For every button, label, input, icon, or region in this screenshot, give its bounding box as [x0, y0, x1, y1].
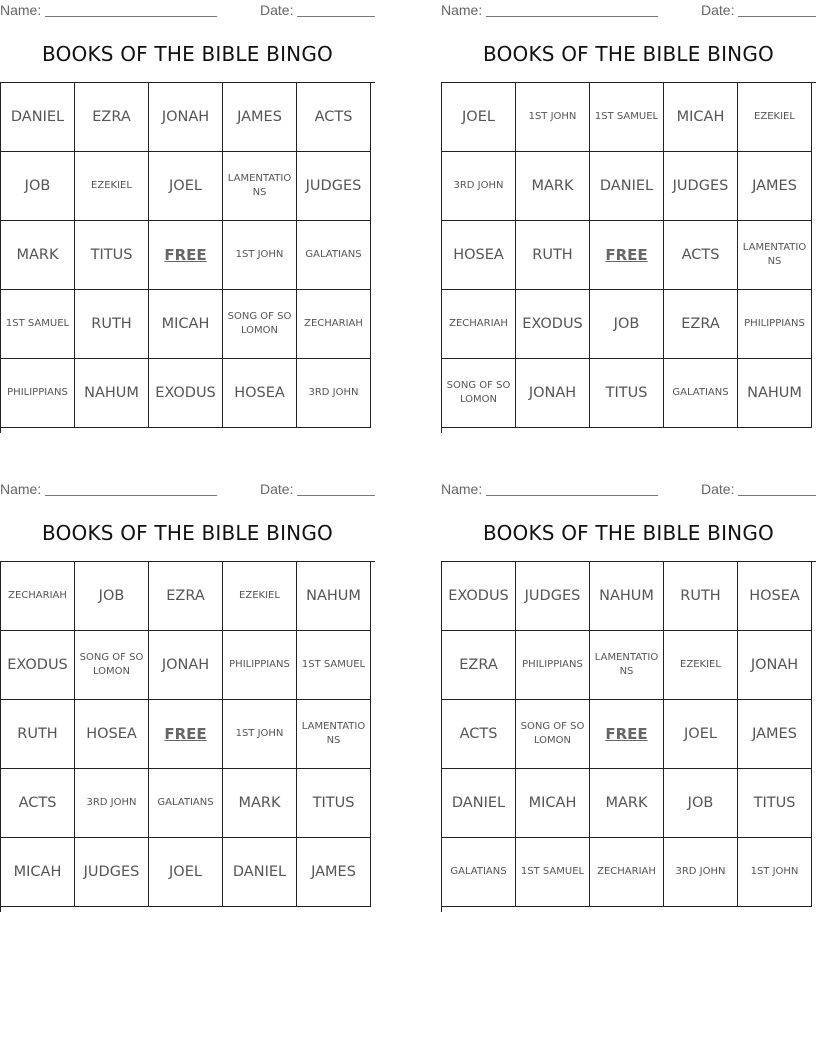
- bingo-cell: SONG OF SOLOMON: [223, 290, 297, 359]
- bingo-cell: GALATIANS: [442, 838, 516, 907]
- bingo-cell: 1ST JOHN: [223, 221, 297, 290]
- bingo-cell: ACTS: [1, 769, 75, 838]
- name-blank-line: [45, 16, 217, 17]
- bingo-cell: JOB: [664, 769, 738, 838]
- bingo-cell: 1ST SAMUEL: [516, 838, 590, 907]
- bingo-card: [441, 479, 816, 919]
- date-blank-line: [297, 16, 375, 17]
- bingo-cell: NAHUM: [738, 359, 812, 428]
- bingo-cell: LAMENTATIONS: [738, 221, 812, 290]
- card-title: BOOKS OF THE BIBLE BINGO: [42, 42, 333, 66]
- name-label: Name:: [0, 481, 42, 497]
- date-label: Date:: [701, 2, 735, 18]
- bingo-cell: DANIEL: [590, 152, 664, 221]
- bingo-cell: HOSEA: [75, 700, 149, 769]
- bingo-grid: [0, 561, 375, 912]
- bingo-cell: JONAH: [738, 631, 812, 700]
- bingo-cell: RUTH: [516, 221, 590, 290]
- name-blank-line: [45, 495, 217, 496]
- bingo-cell: JAMES: [223, 83, 297, 152]
- bingo-cell: HOSEA: [738, 562, 812, 631]
- bingo-cell: NAHUM: [297, 562, 371, 631]
- bingo-cell: EXODUS: [1, 631, 75, 700]
- bingo-cell: DANIEL: [223, 838, 297, 907]
- bingo-cell: ZECHARIAH: [590, 838, 664, 907]
- bingo-cell: JONAH: [149, 83, 223, 152]
- bingo-cell: ZECHARIAH: [442, 290, 516, 359]
- bingo-cell: PHILIPPIANS: [516, 631, 590, 700]
- bingo-cell: LAMENTATIONS: [297, 700, 371, 769]
- bingo-cell: JUDGES: [297, 152, 371, 221]
- bingo-cell: JOEL: [442, 83, 516, 152]
- free-space-cell: FREE: [149, 221, 223, 290]
- bingo-cell: NAHUM: [75, 359, 149, 428]
- bingo-cell: LAMENTATIONS: [590, 631, 664, 700]
- bingo-cell: EXODUS: [149, 359, 223, 428]
- date-blank-line: [297, 495, 375, 496]
- bingo-cell: RUTH: [75, 290, 149, 359]
- bingo-cell: ACTS: [442, 700, 516, 769]
- bingo-cell: EZRA: [442, 631, 516, 700]
- name-blank-line: [486, 495, 658, 496]
- bingo-cell: JOB: [75, 562, 149, 631]
- free-space-cell: FREE: [590, 221, 664, 290]
- bingo-cell: SONG OF SOLOMON: [75, 631, 149, 700]
- bingo-cell: EZEKIEL: [75, 152, 149, 221]
- bingo-cell: TITUS: [297, 769, 371, 838]
- bingo-cell: MARK: [223, 769, 297, 838]
- bingo-cell: EZRA: [149, 562, 223, 631]
- bingo-cell: TITUS: [590, 359, 664, 428]
- name-blank-line: [486, 16, 658, 17]
- free-space-cell: FREE: [149, 700, 223, 769]
- bingo-cell: JUDGES: [516, 562, 590, 631]
- bingo-cell: MICAH: [516, 769, 590, 838]
- bingo-cell: 1ST JOHN: [223, 700, 297, 769]
- card-header: [441, 479, 816, 501]
- card-header: [0, 0, 375, 22]
- name-label: Name:: [0, 2, 42, 18]
- bingo-cell: JUDGES: [664, 152, 738, 221]
- bingo-cell: EZEKIEL: [738, 83, 812, 152]
- bingo-cell: ZECHARIAH: [1, 562, 75, 631]
- bingo-cell: ACTS: [664, 221, 738, 290]
- bingo-cell: JUDGES: [75, 838, 149, 907]
- date-blank-line: [738, 495, 816, 496]
- bingo-card: [0, 479, 375, 919]
- bingo-cell: MICAH: [664, 83, 738, 152]
- bingo-cell: RUTH: [664, 562, 738, 631]
- bingo-cell: MARK: [590, 769, 664, 838]
- card-title: BOOKS OF THE BIBLE BINGO: [483, 42, 774, 66]
- bingo-grid: [0, 82, 375, 433]
- bingo-cell: SONG OF SOLOMON: [516, 700, 590, 769]
- bingo-cell: EZEKIEL: [223, 562, 297, 631]
- name-label: Name:: [441, 2, 483, 18]
- date-label: Date:: [701, 481, 735, 497]
- bingo-cell: ACTS: [297, 83, 371, 152]
- free-space-cell: FREE: [590, 700, 664, 769]
- bingo-cell: MICAH: [1, 838, 75, 907]
- bingo-cell: GALATIANS: [664, 359, 738, 428]
- bingo-card: [0, 0, 375, 440]
- bingo-cell: JAMES: [297, 838, 371, 907]
- bingo-cell: MARK: [1, 221, 75, 290]
- date-label: Date:: [260, 481, 294, 497]
- card-header: [0, 479, 375, 501]
- bingo-cell: JAMES: [738, 152, 812, 221]
- bingo-cell: 3RD JOHN: [664, 838, 738, 907]
- bingo-cell: PHILIPPIANS: [738, 290, 812, 359]
- bingo-grid: [441, 561, 816, 912]
- bingo-cell: EZRA: [75, 83, 149, 152]
- bingo-cell: JONAH: [149, 631, 223, 700]
- date-label: Date:: [260, 2, 294, 18]
- bingo-cell: EXODUS: [442, 562, 516, 631]
- bingo-grid: [441, 82, 816, 433]
- bingo-cell: GALATIANS: [297, 221, 371, 290]
- bingo-card: [441, 0, 816, 440]
- bingo-cell: MICAH: [149, 290, 223, 359]
- bingo-cell: 1ST SAMUEL: [297, 631, 371, 700]
- card-header: [441, 0, 816, 22]
- bingo-cell: 1ST JOHN: [516, 83, 590, 152]
- bingo-cell: DANIEL: [442, 769, 516, 838]
- bingo-cell: 3RD JOHN: [297, 359, 371, 428]
- bingo-cell: NAHUM: [590, 562, 664, 631]
- bingo-cell: EXODUS: [516, 290, 590, 359]
- bingo-cell: JOB: [590, 290, 664, 359]
- bingo-cell: 1ST JOHN: [738, 838, 812, 907]
- bingo-cell: TITUS: [75, 221, 149, 290]
- bingo-cell: LAMENTATIONS: [223, 152, 297, 221]
- bingo-cell: MARK: [516, 152, 590, 221]
- bingo-cell: JOEL: [149, 838, 223, 907]
- bingo-cell: 3RD JOHN: [75, 769, 149, 838]
- bingo-cell: EZEKIEL: [664, 631, 738, 700]
- bingo-cell: HOSEA: [442, 221, 516, 290]
- bingo-cell: SONG OF SOLOMON: [442, 359, 516, 428]
- date-blank-line: [738, 16, 816, 17]
- bingo-cell: PHILIPPIANS: [223, 631, 297, 700]
- bingo-cell: RUTH: [1, 700, 75, 769]
- card-title: BOOKS OF THE BIBLE BINGO: [42, 521, 333, 545]
- bingo-cell: 1ST SAMUEL: [1, 290, 75, 359]
- bingo-cell: DANIEL: [1, 83, 75, 152]
- bingo-cell: PHILIPPIANS: [1, 359, 75, 428]
- name-label: Name:: [441, 481, 483, 497]
- bingo-cell: JOEL: [664, 700, 738, 769]
- bingo-cell: EZRA: [664, 290, 738, 359]
- bingo-cell: JONAH: [516, 359, 590, 428]
- bingo-cell: JAMES: [738, 700, 812, 769]
- bingo-cell: JOEL: [149, 152, 223, 221]
- bingo-cell: TITUS: [738, 769, 812, 838]
- bingo-cell: 1ST SAMUEL: [590, 83, 664, 152]
- card-title: BOOKS OF THE BIBLE BINGO: [483, 521, 774, 545]
- bingo-cell: HOSEA: [223, 359, 297, 428]
- bingo-cell: 3RD JOHN: [442, 152, 516, 221]
- bingo-cell: JOB: [1, 152, 75, 221]
- bingo-cell: GALATIANS: [149, 769, 223, 838]
- bingo-cell: ZECHARIAH: [297, 290, 371, 359]
